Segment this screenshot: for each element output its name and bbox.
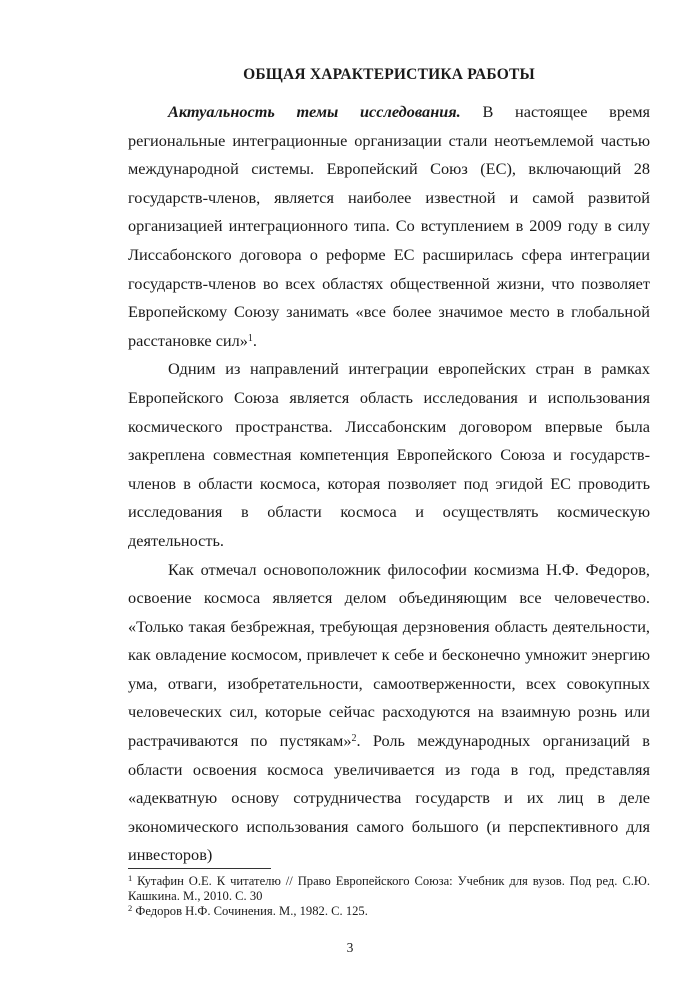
- page-number: 3: [346, 940, 354, 955]
- paragraph-text: В настоящее время региональные интеграционные организации стали неотъемлемой частью международной системы. Европейский Союз (ЕС), включающий 28 государств-членов, является наиболее известной и самой развитой организацией интеграционного типа. Со вступлением в 2009 году в силу Лиссабонского договора о реформе ЕС расширилась сфера интеграции государств-членов во всех областях общественной жизни, что позволяет Европейскому Союзу занимать «все более значимое место в глобальной расстановке сил»: [128, 102, 650, 350]
- footnote-divider: [128, 868, 271, 869]
- footnote-ref[interactable]: 1: [247, 332, 253, 344]
- footnotes: [128, 874, 650, 919]
- body-text: [128, 98, 650, 870]
- footnote-text: Федоров Н.Ф. Сочинения. М., 1982. С. 125.: [132, 904, 368, 918]
- footnote-ref[interactable]: 2: [351, 733, 357, 745]
- paragraph-text: Одним из направлений интеграции европейских стран в рамках Европейского Союза является область исследования и использования космического пространства. Лиссабонским договором впервые была закреплена совместная компетенция Европейского Союза и государств-членов в области космоса, которая позволяет под эгидой ЕС проводить исследования в области космоса и осуществлять космическую деятельность.: [128, 359, 650, 550]
- footnote-item: [128, 904, 650, 919]
- paragraph-fedorov: [128, 556, 650, 871]
- footnote-item: [128, 874, 650, 904]
- page-title: ОБЩАЯ ХАРАКТЕРИСТИКА РАБОТЫ: [243, 66, 535, 83]
- paragraph-tail: .: [252, 330, 257, 350]
- paragraph-relevance: [128, 98, 650, 355]
- paragraph-text: Как отмечал основоположник философии космизма Н.Ф. Федоров, освоение космоса является делом объединяющим все человечество. «Только такая безбрежная, требующая дерзновения область деятельности, как овладение космосом, привлечет к себе и бесконечно умножит энергию ума, отваги, изобретательности, самоотверженности, всех совокупных человеческих сил, которые сейчас расходуются на взаимную рознь или растрачиваются по пустякам»: [128, 559, 650, 751]
- paragraph-space-competence: [128, 355, 650, 555]
- footnote-marker: 1: [128, 873, 133, 883]
- footnote-text: Кутафин О.Е. К читателю // Право Европейского Союза: Учебник для вузов. Под ред. С.Ю. Кашкина. М., 2010. С. 30: [128, 874, 650, 903]
- footnote-marker: 2: [128, 903, 133, 913]
- paragraph-lead: Актуальность темы исследования.: [168, 102, 461, 121]
- paragraph-tail: . Роль международных организаций в области освоения космоса увеличивается из года в год, представляя «адекватную основу сотрудничества государств и их лиц в деле экономического использования самого большого (и перспективного для инвесторов): [128, 731, 650, 865]
